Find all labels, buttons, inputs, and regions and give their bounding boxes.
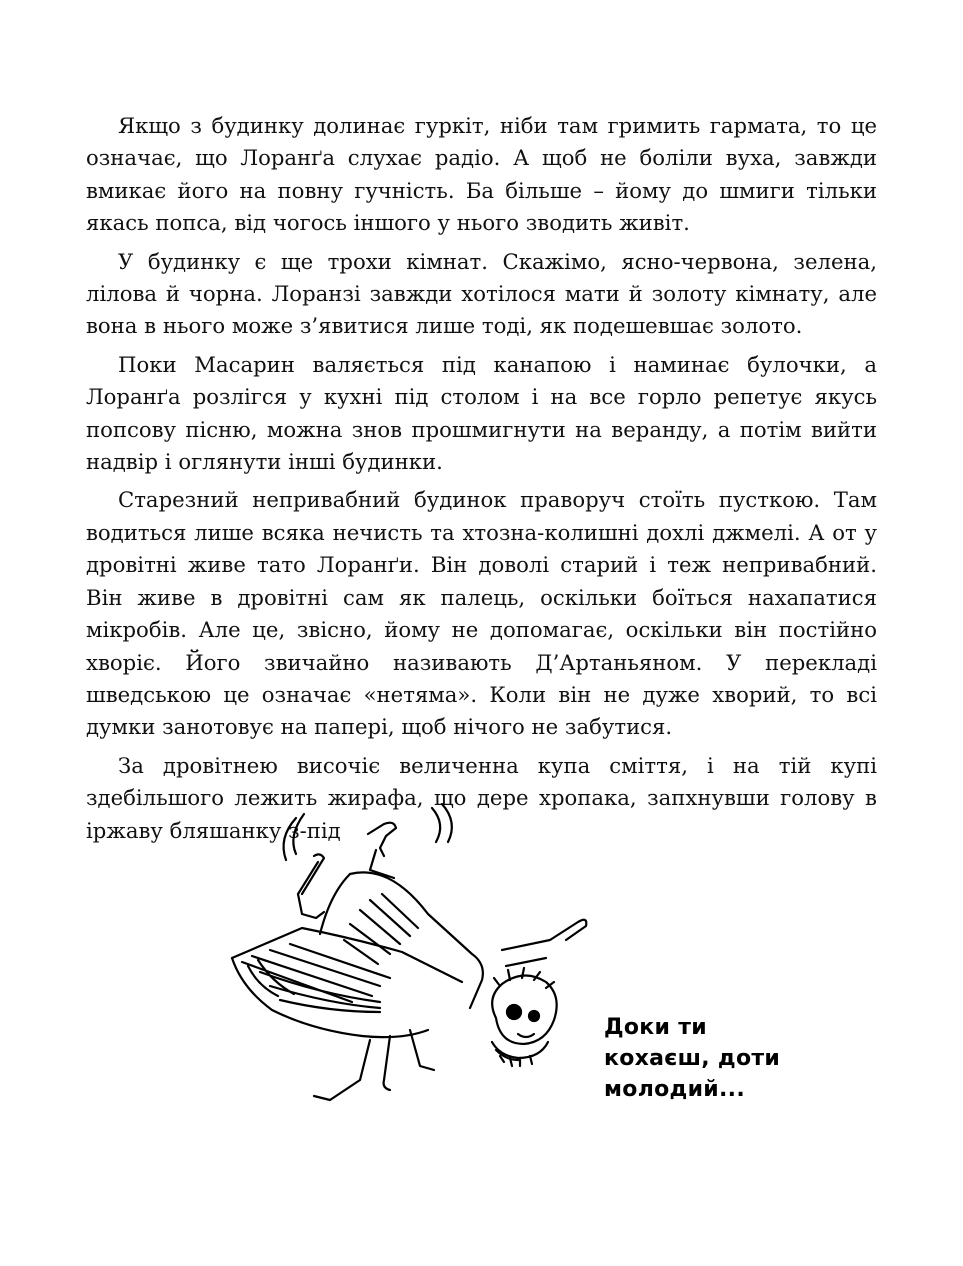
paragraph-2: У будинку є ще трохи кімнат. Скажімо, ясно-червона, зелена, лілова й чорна. Лоранзі завжди хотілося мати й золоту кімнату, але вона в нього може з’явитися лише тоді, як подешевшає золото. [86,248,877,339]
caption-line-3: молодий... [604,1077,745,1102]
handwritten-caption [604,1012,804,1105]
old-man-sketch-illustration [200,790,620,1150]
body-text [86,110,877,853]
caption-line-2: кохаєш, доти [604,1046,781,1071]
paragraph-4: Старезний непривабний будинок праворуч стоїть пусткою. Там водиться лише всяка нечисть та хтозна-колишні дохлі джмелі. А от у дровітні живе тато Лоранґи. Він доволі старий і теж непривабний. Він живе в дровітні сам як палець, оскільки боїться нахапатися мікробів. Але це, звісно, йому не допомагає, оскільки він постійно хворіє. Його звичайно називають Д’Артаньяном. У перекладі шведською це означає «нетяма». Коли він не дуже хворий, то всі думки занотовує на папері, щоб нічого не забутися. [86,487,877,740]
paragraph-5: За дровітнею височіє величенна купа сміття, і на тій купі здебільшого лежить жирафа, що дере хропака, запхнувши голову в іржаву бляшанку з-під [86,752,877,843]
caption-line-1: Доки ти [604,1015,707,1040]
paragraph-3: Поки Масарин валяється під канапою і наминає булочки, а Лоранґа розлігся у кухні під столом і на все горло репетує якусь попсову пісню, можна знов прошмигнути на веранду, а потім вийти надвір і оглянути інші будинки. [86,351,877,475]
paragraph-1: Якщо з будинку долинає гуркіт, ніби там гримить гармата, то це означає, що Лоранґа слухає радіо. А щоб не боліли вуха, завжди вмикає його на повну гучність. Ба більше – йому до шмиги тільки якась попса, від чогось іншого у нього зводить живіт. [86,113,877,236]
